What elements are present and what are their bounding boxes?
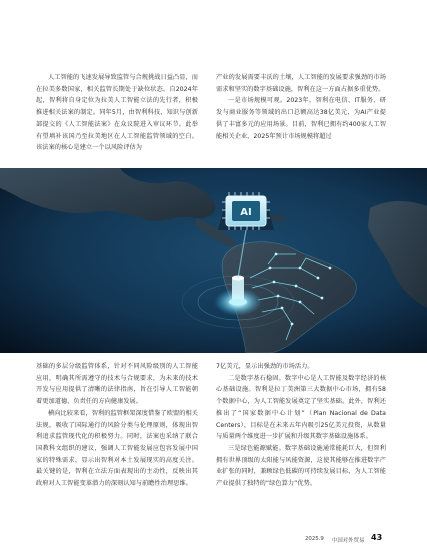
paragraph: 二是数字基石稳固。数字中心是人工智能及数字经济的核心基础设施。智利是拉丁美洲第三大数据中心市场，拥有58个数据中心，为人工智能发展奠定了坚实基础。此外，智利还推出了“国家数据中心计划”（Plan Nacional de Data Centers），目标是在未来五年内吸引25亿美元投资，从数量与质量两个维度进一步扩展和升级其数字基础设施体系。 — [216, 374, 386, 441]
paragraph: 产业的发展需要丰沃的土壤，人工智能的发展要求强劲的市场需求和坚实的数字基础设施，智利在这一方面占据多重优势。 — [216, 74, 386, 93]
article-column-top-left — [36, 72, 198, 154]
paragraph: 一是市场规模可观。2023年，智利在电信、IT服务、研发与商业服务等领域的出口总额高达38亿美元，为AI产业提供了丰富多元的应用场景。目前，智利已拥有约400家人工智能相关企业，2025年预计市场规模将超过 — [216, 97, 386, 140]
paragraph: 人工智能的飞速发展导致监管与合规挑战日益凸显，而在拉美多数国家，相关监管长期处于缺位状态。自2024年起，智利将自身定位为拉美人工智能立法的先行者，积极推进相关法案的制定。同年5月，由智利科技、知识与创新部提交的《人工智能法案》在众议院进入审议环节。此举有望填补该国乃至拉美地区在人工智能监管领域的空白。该法案的核心是建立一个以风险评估为 — [36, 74, 198, 152]
article-column-bottom-left — [36, 361, 198, 490]
paragraph: 基础的多层分级监管体系，针对不同风险级别的人工智能应用，明确其所需遵守的技术与合规要求，为未来的技术开发与应用提供了清晰的法律指南，旨在引导人工智能朝着更加道德、负责任的方向健康发展。 — [36, 363, 198, 406]
ai-chip-icon — [218, 192, 274, 230]
page-number: 43 — [371, 533, 383, 542]
article-column-top-right — [216, 72, 386, 142]
paragraph: 横向比较来看，智利的监管框架深度借鉴了欧盟的相关法规，吸收了国际通行的风险分类与伦理原则，体现出智利追求监管现代化的积极努力。同时，法案也采纳了联合国教科文组织的建议，强调人工智能发展应包容发展中国家的特殊需求，显示出智利对本土发展现实的高度关注。最关键的是，智利在立法方面表现出的主动性，反映出其政府对人工智能变革潜力的深刻认知与前瞻性治理思维。 — [36, 409, 198, 488]
article-column-bottom-right — [216, 361, 386, 490]
publication-name: 中国对外贸易 — [332, 538, 365, 544]
page-footer — [305, 533, 395, 545]
paragraph: 7亿美元，显示出强劲的市场活力。 — [216, 363, 314, 370]
paragraph: 三是绿色能源赋能。数字基础设施通常能耗巨大，但智利拥有世界顶级的太阳能与风能资源，这使其能够在推进数字产业扩张的同时，兼顾绿色低碳的可持续发展目标，为人工智能产业提供了独特的“绿色算力”优势。 — [216, 444, 386, 488]
issue-label: 2025.9 — [305, 536, 324, 542]
ai-latin-america-illustration — [0, 168, 427, 353]
chip-label: AI — [240, 207, 252, 218]
